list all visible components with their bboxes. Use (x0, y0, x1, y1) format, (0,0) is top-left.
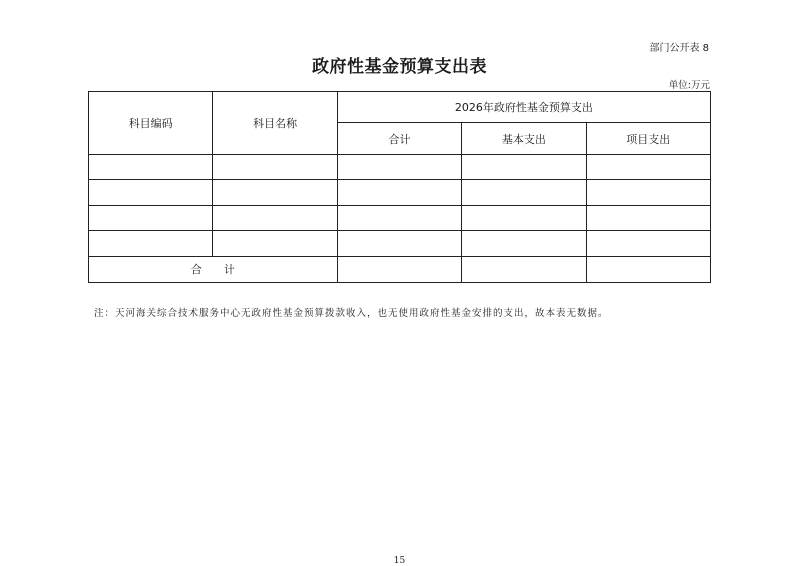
table-row (89, 180, 711, 205)
table-cell (213, 180, 337, 205)
table-cell (337, 154, 461, 179)
table-cell (337, 180, 461, 205)
budget-table (88, 91, 711, 283)
table-cell (213, 154, 337, 179)
table-header-row (89, 92, 711, 123)
table-row (89, 231, 711, 256)
total-value-basic (462, 256, 586, 282)
page-number: 15 (393, 556, 406, 566)
table-cell (586, 205, 710, 230)
table-cell (213, 231, 337, 256)
table-row (89, 154, 711, 179)
table-row (89, 205, 711, 230)
form-number: 部门公开表 8 (649, 43, 709, 54)
header-subject-code: 科目编码 (89, 92, 213, 155)
header-subject-name: 科目名称 (213, 92, 337, 155)
table-cell (462, 154, 586, 179)
table-cell (462, 231, 586, 256)
table-cell (462, 180, 586, 205)
table-cell (89, 231, 213, 256)
page-title: 政府性基金预算支出表 (312, 57, 487, 77)
footnote: 注：天河海关综合技术服务中心无政府性基金预算拨款收入，也无使用政府性基金安排的支出，故本表无数据。 (94, 308, 609, 319)
table-cell (89, 180, 213, 205)
table-cell (586, 180, 710, 205)
header-total: 合计 (337, 123, 461, 154)
total-value-sum (337, 256, 461, 282)
total-row (89, 256, 711, 282)
header-fund-expenditure: 2026年政府性基金预算支出 (337, 92, 710, 123)
header-basic-expenditure: 基本支出 (462, 123, 586, 154)
table-cell (89, 205, 213, 230)
unit-label: 单位:万元 (668, 80, 710, 91)
table-cell (213, 205, 337, 230)
table-cell (337, 231, 461, 256)
total-label: 合计 (89, 256, 338, 282)
table-cell (462, 205, 586, 230)
table-cell (586, 231, 710, 256)
table-cell (586, 154, 710, 179)
total-value-project (586, 256, 710, 282)
table-cell (337, 205, 461, 230)
header-project-expenditure: 项目支出 (586, 123, 710, 154)
table-cell (89, 154, 213, 179)
